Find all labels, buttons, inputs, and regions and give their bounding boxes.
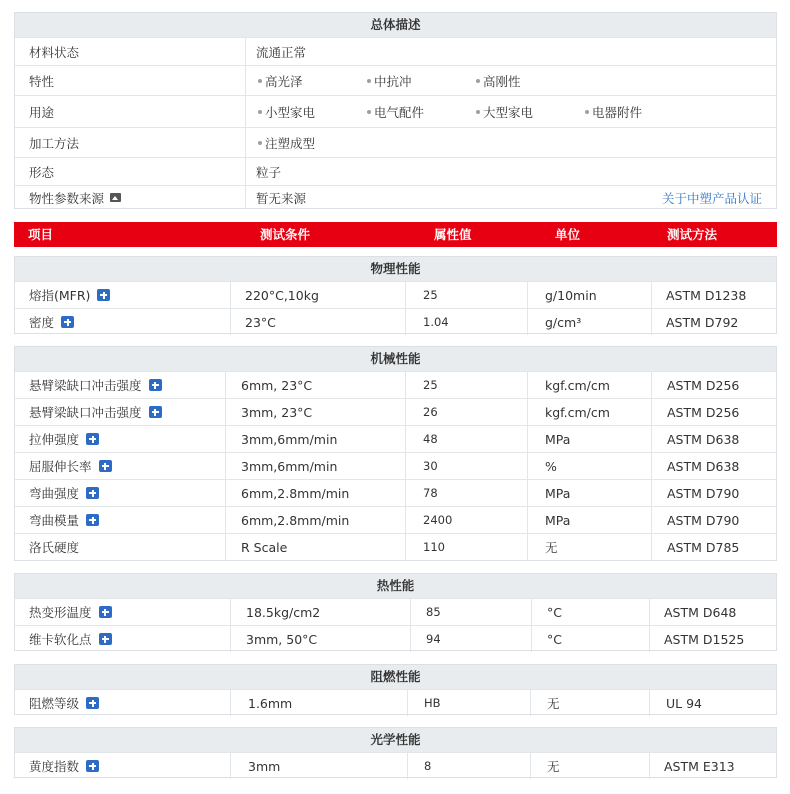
- section-flame: [14, 664, 777, 715]
- section-mechanical: [14, 346, 777, 561]
- feature-tag: 高刚性: [476, 66, 521, 95]
- property-name-cell: [29, 690, 99, 716]
- property-name: 阻燃等级: [29, 696, 80, 711]
- usage-tag: 电器附件: [585, 96, 642, 127]
- method-cell: ASTM D790: [667, 512, 740, 528]
- expand-plus-icon[interactable]: [61, 316, 74, 328]
- header-method: 测试方法: [667, 227, 718, 242]
- usage-tag: 大型家电: [476, 96, 533, 127]
- property-name: 悬臂梁缺口冲击强度: [29, 405, 142, 420]
- property-name: 悬臂梁缺口冲击强度: [29, 378, 142, 393]
- overview-title: 总体描述: [15, 13, 776, 37]
- unit-cell: MPa: [545, 512, 571, 528]
- property-name-cell: [29, 480, 99, 506]
- bullet-icon: [258, 141, 262, 145]
- property-name-cell: [29, 453, 112, 479]
- feature-tag: 高光泽: [258, 66, 303, 95]
- overview-label: 形态: [15, 158, 246, 185]
- usage-tag: 电气配件: [367, 96, 424, 127]
- unit-cell: %: [545, 458, 557, 474]
- condition-cell: 1.6mm: [248, 695, 293, 711]
- unit-cell: MPa: [545, 431, 571, 447]
- property-name: 屈服伸长率: [29, 459, 92, 474]
- unit-cell: 无: [547, 759, 560, 774]
- property-name-cell: [29, 309, 74, 335]
- value-cell: 8: [424, 759, 432, 773]
- overview-value: 暂无来源: [256, 190, 307, 206]
- method-cell: ASTM D256: [667, 377, 740, 393]
- value-cell: 25: [423, 378, 438, 392]
- expand-plus-icon[interactable]: [99, 460, 112, 472]
- condition-cell: 23°C: [245, 314, 276, 330]
- value-cell: 85: [426, 605, 441, 619]
- table-row: [15, 752, 776, 779]
- property-name: 拉伸强度: [29, 432, 80, 447]
- expand-plus-icon[interactable]: [86, 514, 99, 526]
- table-row: [15, 281, 776, 308]
- method-cell: UL 94: [666, 695, 702, 711]
- value-cell: 26: [423, 405, 438, 419]
- condition-cell: 3mm: [248, 758, 281, 774]
- condition-cell: 6mm,2.8mm/min: [241, 512, 350, 528]
- expand-plus-icon[interactable]: [99, 606, 112, 618]
- expand-plus-icon[interactable]: [149, 379, 162, 391]
- unit-cell: g/cm³: [545, 314, 582, 330]
- overview-row-usage: [15, 95, 776, 127]
- bullet-icon: [585, 110, 589, 114]
- value-cell: 78: [423, 486, 438, 500]
- overview-label-cell: [15, 186, 246, 209]
- property-name-cell: [29, 534, 79, 560]
- table-row: [15, 506, 776, 533]
- overview-value: 粒子: [256, 164, 282, 180]
- header-condition: 测试条件: [260, 227, 311, 242]
- method-cell: ASTM D256: [667, 404, 740, 420]
- unit-cell: kgf.cm/cm: [545, 377, 610, 393]
- condition-cell: 3mm, 23°C: [241, 404, 313, 420]
- overview-label: 加工方法: [15, 128, 246, 157]
- method-cell: ASTM E313: [664, 758, 735, 774]
- table-row: [15, 598, 776, 625]
- property-name: 弯曲强度: [29, 486, 80, 501]
- method-cell: ASTM D790: [667, 485, 740, 501]
- unit-cell: 无: [545, 540, 558, 555]
- value-cell: 30: [423, 459, 438, 473]
- expand-plus-icon[interactable]: [86, 697, 99, 709]
- condition-cell: 18.5kg/cm2: [246, 604, 321, 620]
- property-name: 弯曲模量: [29, 513, 80, 528]
- unit-cell: °C: [547, 604, 562, 620]
- overview-row-status: [15, 37, 776, 65]
- header-item: 项目: [28, 227, 54, 242]
- table-row: [15, 308, 776, 335]
- bullet-icon: [258, 79, 262, 83]
- overview-label: 特性: [15, 66, 246, 95]
- table-row: [15, 398, 776, 425]
- property-name: 热变形温度: [29, 605, 92, 620]
- expand-plus-icon[interactable]: [149, 406, 162, 418]
- value-cell: 48: [423, 432, 438, 446]
- unit-cell: g/10min: [545, 287, 597, 303]
- unit-cell: kgf.cm/cm: [545, 404, 610, 420]
- condition-cell: 3mm,6mm/min: [241, 458, 338, 474]
- condition-cell: 6mm,2.8mm/min: [241, 485, 350, 501]
- bullet-icon: [476, 110, 480, 114]
- bullet-icon: [476, 79, 480, 83]
- property-name-cell: [29, 426, 99, 452]
- method-cell: ASTM D1238: [666, 287, 747, 303]
- section-optical: [14, 727, 777, 778]
- value-cell: 2400: [423, 513, 453, 527]
- section-title: 物理性能: [15, 257, 776, 281]
- property-name-cell: [29, 507, 99, 533]
- value-cell: 1.04: [423, 315, 449, 329]
- header-value: 属性值: [434, 227, 472, 242]
- bullet-icon: [367, 79, 371, 83]
- expand-plus-icon[interactable]: [86, 760, 99, 772]
- table-row: [15, 371, 776, 398]
- property-name-cell: [29, 282, 110, 308]
- table-row: [15, 533, 776, 560]
- method-cell: ASTM D792: [666, 314, 739, 330]
- section-title: 阻燃性能: [15, 665, 776, 689]
- value-cell: 25: [423, 288, 438, 302]
- condition-cell: 220°C,10kg: [245, 287, 319, 303]
- method-cell: ASTM D638: [667, 431, 740, 447]
- table-row: [15, 689, 776, 716]
- method-cell: ASTM D1525: [664, 631, 745, 647]
- table-row: [15, 425, 776, 452]
- overview-row-form: [15, 157, 776, 185]
- certification-link[interactable]: 关于中塑产品认证: [661, 190, 762, 206]
- expand-plus-icon[interactable]: [86, 433, 99, 445]
- table-row: [15, 625, 776, 652]
- column-header-bar: [14, 222, 777, 247]
- expand-plus-icon[interactable]: [86, 487, 99, 499]
- value-cell: 110: [423, 540, 445, 554]
- property-name-cell: [29, 626, 112, 652]
- table-row: [15, 479, 776, 506]
- overview-row-processing: [15, 127, 776, 157]
- overview-label: 材料状态: [15, 38, 246, 65]
- image-icon[interactable]: [110, 193, 121, 202]
- overview-panel: [14, 12, 777, 209]
- value-cell: 94: [426, 632, 441, 646]
- section-physical: [14, 256, 777, 334]
- overview-row-source: [15, 185, 776, 209]
- feature-tag: 中抗冲: [367, 66, 412, 95]
- overview-label: 物性参数来源: [29, 190, 105, 206]
- property-name: 熔指(MFR): [29, 288, 91, 303]
- usage-tag: 小型家电: [258, 96, 315, 127]
- method-cell: ASTM D648: [664, 604, 737, 620]
- processing-tag: 注塑成型: [258, 128, 315, 157]
- section-title: 光学性能: [15, 728, 776, 752]
- expand-plus-icon[interactable]: [99, 633, 112, 645]
- overview-value: 流通正常: [256, 44, 307, 60]
- property-name: 洛氏硬度: [29, 540, 80, 555]
- unit-cell: °C: [547, 631, 562, 647]
- method-cell: ASTM D785: [667, 539, 740, 555]
- condition-cell: 3mm, 50°C: [246, 631, 318, 647]
- condition-cell: 6mm, 23°C: [241, 377, 313, 393]
- condition-cell: 3mm,6mm/min: [241, 431, 338, 447]
- section-title: 热性能: [15, 574, 776, 598]
- overview-row-features: [15, 65, 776, 95]
- expand-plus-icon[interactable]: [97, 289, 110, 301]
- bullet-icon: [367, 110, 371, 114]
- bullet-icon: [258, 110, 262, 114]
- unit-cell: 无: [547, 696, 560, 711]
- unit-cell: MPa: [545, 485, 571, 501]
- property-name: 密度: [29, 315, 55, 330]
- method-cell: ASTM D638: [667, 458, 740, 474]
- property-name-cell: [29, 599, 112, 625]
- property-name-cell: [29, 372, 162, 398]
- overview-label: 用途: [15, 96, 246, 127]
- property-name-cell: [29, 399, 162, 425]
- property-name: 维卡软化点: [29, 632, 92, 647]
- section-title: 机械性能: [15, 347, 776, 371]
- condition-cell: R Scale: [241, 539, 288, 555]
- header-unit: 单位: [555, 227, 581, 242]
- section-thermal: [14, 573, 777, 651]
- property-name-cell: [29, 753, 99, 779]
- property-name: 黄度指数: [29, 759, 80, 774]
- table-row: [15, 452, 776, 479]
- value-cell: HB: [424, 696, 441, 710]
